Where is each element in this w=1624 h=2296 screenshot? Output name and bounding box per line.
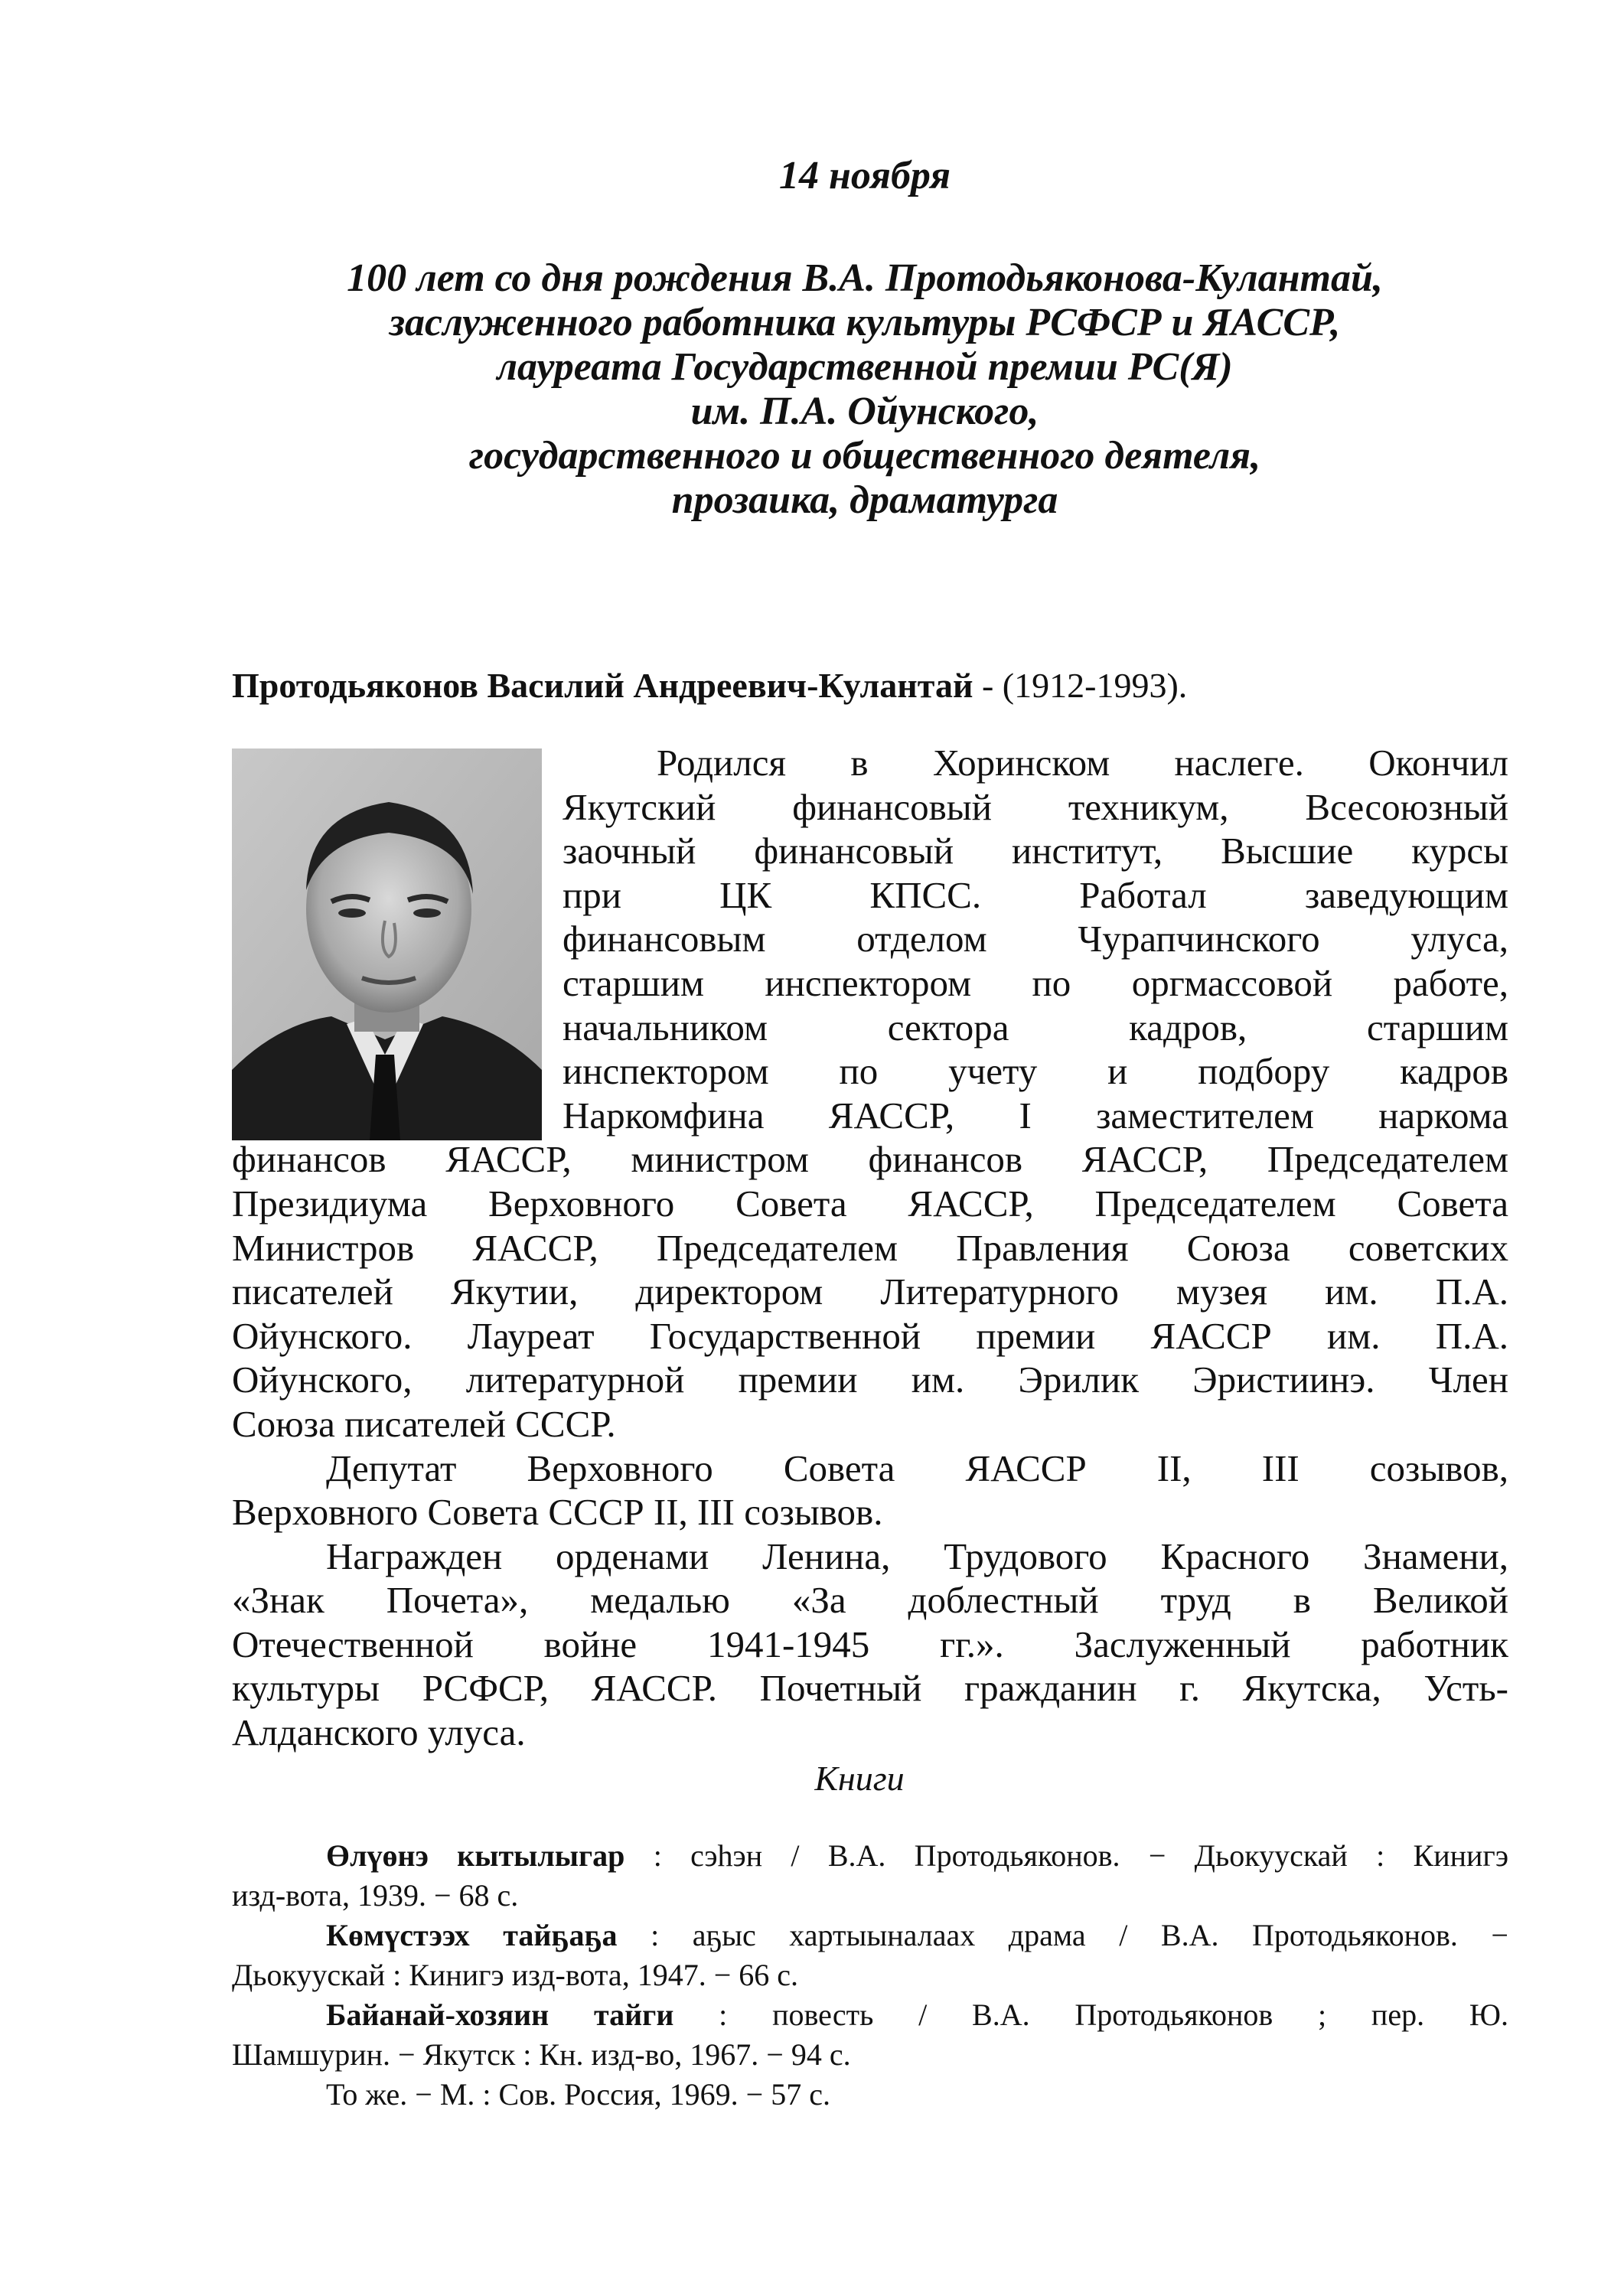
- books-section-title: Книги: [814, 1759, 905, 1798]
- bio-line: писателей Якутии, директором Литературного музея им. П.А.: [232, 1270, 1508, 1313]
- bio-line: при ЦК КПСС. Работал заведующим: [563, 873, 1508, 916]
- book-entry-line: Шамшурин. − Якутск : Кн. изд-во, 1967. − 94 с.: [232, 2037, 851, 2072]
- book-entry-line: Дьокуускай : Кинигэ изд-вота, 1947. − 66 с.: [232, 1958, 798, 1992]
- book-entry-line: То же. − М. : Сов. Россия, 1969. − 57 с.: [326, 2077, 830, 2112]
- awards-line: Алданского улуса.: [232, 1711, 526, 1754]
- awards-line: Отечественной войне 1941-1945 гг.». Заслуженный работник: [232, 1623, 1508, 1665]
- heading-line: им. П.А. Ойунского,: [690, 390, 1039, 433]
- bibliography-list: [232, 1836, 1508, 2115]
- book-entry-line: [232, 1995, 1508, 2035]
- book-title: Байанай-хозяин тайги: [326, 1998, 674, 2032]
- bio-line: Президиума Верховного Совета ЯАССР, Председателем Совета: [232, 1182, 1508, 1225]
- book-entry-line: [232, 1916, 1508, 1955]
- book-description: : повесть / В.А. Протодьяконов ; пер. Ю.: [673, 1998, 1508, 2032]
- bio-line: старшим инспектором по оргмассовой работе,: [563, 961, 1508, 1004]
- awards-line: «Знак Почета», медалью «За доблестный труд в Великой: [232, 1579, 1508, 1622]
- bio-line: инспектором по учету и подбору кадров: [563, 1050, 1508, 1093]
- deputy-line: Депутат Верховного Совета ЯАССР II, III созывов,: [326, 1446, 1508, 1489]
- heading-line: заслуженного работника культуры РСФСР и ЯАССР,: [389, 301, 1341, 344]
- bio-line: Якутский финансовый техникум, Всесоюзный: [563, 785, 1508, 828]
- author-name: Протодьяконов Василий Андреевич-Кулантай: [232, 666, 973, 705]
- bio-line: Министров ЯАССР, Председателем Правления Союза советских: [232, 1226, 1508, 1269]
- awards-line: Награжден орденами Ленина, Трудового Красного Знамени,: [326, 1534, 1508, 1577]
- awards-line: культуры РСФСР, ЯАССР. Почетный гражданин г. Якутска, Усть-: [232, 1667, 1508, 1710]
- bio-line: финансов ЯАССР, министром финансов ЯАССР, Председателем: [232, 1138, 1508, 1181]
- bio-line: начальником сектора кадров, старшим: [563, 1006, 1508, 1049]
- event-date: 14 ноября: [778, 154, 951, 197]
- bio-line: финансовым отделом Чурапчинского улуса,: [563, 918, 1508, 960]
- book-entry-line: [232, 1836, 1508, 1876]
- author-line: [232, 664, 1187, 707]
- heading-line: лауреата Государственной премии РС(Я): [497, 345, 1233, 389]
- author-years: - (1912-1993).: [973, 666, 1188, 705]
- bio-line: Наркомфина ЯАССР, I заместителем наркома: [563, 1094, 1508, 1137]
- heading-line: государственного и общественного деятеля,: [468, 434, 1261, 478]
- bio-line: Родился в Хоринском наслеге. Окончил: [657, 742, 1508, 784]
- deputy-line: Верховного Совета СССР II, III созывов.: [232, 1491, 883, 1534]
- book-description: : сэһэн / В.А. Протодьяконов. − Дьокуускай : Кинигэ: [624, 1838, 1508, 1873]
- book-entry-line: изд-вота, 1939. − 68 с.: [232, 1878, 519, 1913]
- book-title: Өлүөнэ кытылыгар: [326, 1838, 625, 1873]
- anniversary-heading: [184, 256, 1546, 523]
- bio-line: Ойунского, литературной премии им. Эрилик Эристиинэ. Член: [232, 1358, 1508, 1401]
- biography-text: [232, 741, 1508, 1755]
- heading-line: 100 лет со дня рождения В.А. Протодьяконова-Кулантай,: [347, 256, 1383, 300]
- bio-line: Союза писателей СССР.: [232, 1402, 616, 1445]
- bio-line: заочный финансовый институт, Высшие курсы: [563, 830, 1508, 872]
- heading-line: прозаика, драматурга: [671, 478, 1058, 522]
- book-title: Көмүстээх тайҕаҕа: [326, 1918, 618, 1952]
- book-description: : аҕыс хартыыналаах драма / В.А. Протодьяконов. −: [617, 1918, 1508, 1952]
- bio-line: Ойунского. Лауреат Государственной премии ЯАССР им. П.А.: [232, 1314, 1508, 1357]
